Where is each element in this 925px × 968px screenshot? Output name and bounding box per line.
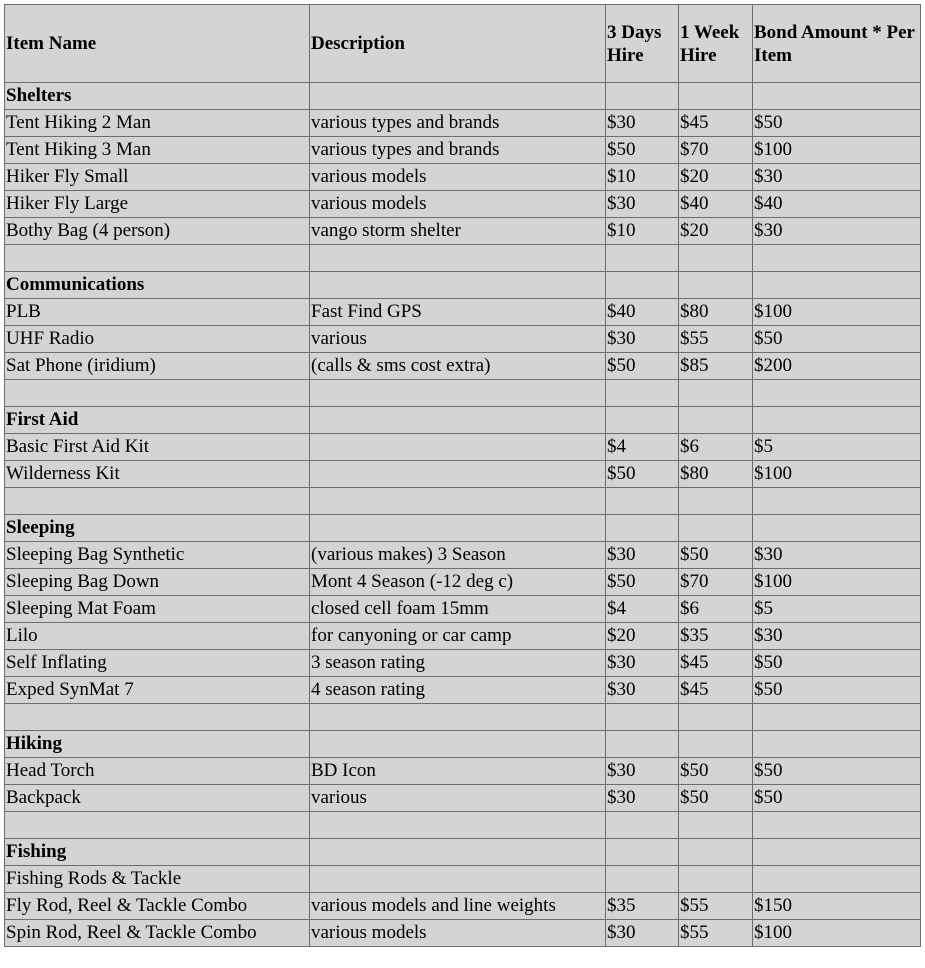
spacer-row [5, 812, 921, 839]
bond-amount-cell [753, 812, 921, 839]
three-days-hire-cell: $4 [606, 596, 679, 623]
table-row [5, 542, 921, 569]
description-cell [310, 839, 606, 866]
spacer-row [5, 245, 921, 272]
three-days-hire-cell: $50 [606, 461, 679, 488]
item-name-cell: UHF Radio [5, 326, 310, 353]
item-name-cell: Spin Rod, Reel & Tackle Combo [5, 920, 310, 947]
three-days-hire-cell [606, 866, 679, 893]
bond-amount-cell: $100 [753, 299, 921, 326]
category-heading: Fishing [5, 839, 310, 866]
bond-amount-cell [753, 272, 921, 299]
one-week-hire-cell: $50 [679, 542, 753, 569]
description-cell [310, 407, 606, 434]
table-row [5, 434, 921, 461]
one-week-hire-cell: $45 [679, 650, 753, 677]
three-days-hire-cell [606, 704, 679, 731]
three-days-hire-cell [606, 407, 679, 434]
bond-amount-cell: $5 [753, 434, 921, 461]
item-name-cell: Backpack [5, 785, 310, 812]
one-week-hire-cell: $40 [679, 191, 753, 218]
bond-amount-cell: $100 [753, 920, 921, 947]
three-days-hire-cell: $30 [606, 326, 679, 353]
one-week-hire-cell [679, 83, 753, 110]
three-days-hire-cell: $30 [606, 677, 679, 704]
spacer-row [5, 488, 921, 515]
item-name-cell: Basic First Aid Kit [5, 434, 310, 461]
description-cell: for canyoning or car camp [310, 623, 606, 650]
spacer-row [5, 704, 921, 731]
item-name-cell: Hiker Fly Small [5, 164, 310, 191]
bond-amount-cell: $5 [753, 596, 921, 623]
three-days-hire-cell: $10 [606, 164, 679, 191]
table-row [5, 110, 921, 137]
one-week-hire-cell [679, 704, 753, 731]
bond-amount-cell [753, 839, 921, 866]
description-cell: various types and brands [310, 110, 606, 137]
category-row [5, 515, 921, 542]
category-heading: First Aid [5, 407, 310, 434]
description-cell [310, 704, 606, 731]
three-days-hire-cell [606, 515, 679, 542]
one-week-hire-cell: $55 [679, 893, 753, 920]
description-cell [310, 488, 606, 515]
item-name-cell: Exped SynMat 7 [5, 677, 310, 704]
table-row [5, 353, 921, 380]
description-cell: various types and brands [310, 137, 606, 164]
three-days-hire-cell [606, 488, 679, 515]
table-row [5, 299, 921, 326]
one-week-hire-cell: $45 [679, 677, 753, 704]
item-name-cell: Hiker Fly Large [5, 191, 310, 218]
category-row [5, 272, 921, 299]
one-week-hire-cell: $45 [679, 110, 753, 137]
table-row [5, 785, 921, 812]
bond-amount-cell: $100 [753, 569, 921, 596]
table-row [5, 191, 921, 218]
one-week-hire-cell: $85 [679, 353, 753, 380]
one-week-hire-cell: $50 [679, 785, 753, 812]
category-row [5, 839, 921, 866]
one-week-hire-cell: $20 [679, 218, 753, 245]
bond-amount-cell: $50 [753, 785, 921, 812]
description-cell: 3 season rating [310, 650, 606, 677]
bond-amount-cell: $200 [753, 353, 921, 380]
description-cell: (various makes) 3 Season [310, 542, 606, 569]
item-name-cell: Tent Hiking 2 Man [5, 110, 310, 137]
item-name-cell: Self Inflating [5, 650, 310, 677]
one-week-hire-cell: $55 [679, 326, 753, 353]
bond-amount-cell: $100 [753, 137, 921, 164]
bond-amount-cell: $50 [753, 758, 921, 785]
description-cell [310, 731, 606, 758]
one-week-hire-cell [679, 380, 753, 407]
header-1-week-hire: 1 Week Hire [679, 5, 753, 83]
bond-amount-cell: $30 [753, 623, 921, 650]
one-week-hire-cell [679, 515, 753, 542]
item-name-cell: Sat Phone (iridium) [5, 353, 310, 380]
bond-amount-cell [753, 83, 921, 110]
bond-amount-cell: $50 [753, 326, 921, 353]
header-3-days-hire: 3 Days Hire [606, 5, 679, 83]
one-week-hire-cell: $50 [679, 758, 753, 785]
bond-amount-cell: $50 [753, 650, 921, 677]
one-week-hire-cell: $80 [679, 299, 753, 326]
header-item-name: Item Name [5, 5, 310, 83]
description-cell: various [310, 326, 606, 353]
bond-amount-cell [753, 515, 921, 542]
description-cell: Fast Find GPS [310, 299, 606, 326]
three-days-hire-cell: $30 [606, 542, 679, 569]
hire-price-table [4, 4, 921, 947]
table-row [5, 137, 921, 164]
one-week-hire-cell [679, 839, 753, 866]
item-name-cell: Lilo [5, 623, 310, 650]
description-cell: closed cell foam 15mm [310, 596, 606, 623]
three-days-hire-cell: $4 [606, 434, 679, 461]
item-name-cell: Fishing Rods & Tackle [5, 866, 310, 893]
three-days-hire-cell [606, 812, 679, 839]
table-row [5, 461, 921, 488]
three-days-hire-cell [606, 731, 679, 758]
item-name-cell: Sleeping Bag Synthetic [5, 542, 310, 569]
item-name-cell: Bothy Bag (4 person) [5, 218, 310, 245]
header-row [5, 5, 921, 83]
item-name-cell [5, 704, 310, 731]
bond-amount-cell [753, 704, 921, 731]
bond-amount-cell: $30 [753, 164, 921, 191]
bond-amount-cell [753, 380, 921, 407]
description-cell: various models [310, 920, 606, 947]
one-week-hire-cell [679, 245, 753, 272]
description-cell: BD Icon [310, 758, 606, 785]
description-cell [310, 812, 606, 839]
bond-amount-cell [753, 488, 921, 515]
item-name-cell [5, 380, 310, 407]
bond-amount-cell: $50 [753, 677, 921, 704]
one-week-hire-cell [679, 866, 753, 893]
three-days-hire-cell: $35 [606, 893, 679, 920]
item-name-cell: PLB [5, 299, 310, 326]
description-cell: various models [310, 191, 606, 218]
table-row [5, 596, 921, 623]
category-heading: Shelters [5, 83, 310, 110]
category-row [5, 731, 921, 758]
table-row [5, 758, 921, 785]
description-cell [310, 272, 606, 299]
bond-amount-cell: $30 [753, 218, 921, 245]
bond-amount-cell [753, 245, 921, 272]
table-row [5, 218, 921, 245]
description-cell: (calls & sms cost extra) [310, 353, 606, 380]
one-week-hire-cell: $80 [679, 461, 753, 488]
table-row [5, 866, 921, 893]
table-row [5, 650, 921, 677]
description-cell: various models [310, 164, 606, 191]
bond-amount-cell: $100 [753, 461, 921, 488]
three-days-hire-cell: $30 [606, 758, 679, 785]
bond-amount-cell: $50 [753, 110, 921, 137]
three-days-hire-cell: $50 [606, 569, 679, 596]
bond-amount-cell [753, 407, 921, 434]
description-cell: various [310, 785, 606, 812]
description-cell: Mont 4 Season (-12 deg c) [310, 569, 606, 596]
category-heading: Sleeping [5, 515, 310, 542]
item-name-cell [5, 245, 310, 272]
three-days-hire-cell: $40 [606, 299, 679, 326]
table-row [5, 569, 921, 596]
bond-amount-cell: $150 [753, 893, 921, 920]
description-cell: vango storm shelter [310, 218, 606, 245]
bond-amount-cell [753, 731, 921, 758]
one-week-hire-cell [679, 812, 753, 839]
three-days-hire-cell: $30 [606, 785, 679, 812]
category-row [5, 83, 921, 110]
one-week-hire-cell: $6 [679, 434, 753, 461]
three-days-hire-cell [606, 83, 679, 110]
one-week-hire-cell [679, 272, 753, 299]
one-week-hire-cell: $35 [679, 623, 753, 650]
table-row [5, 677, 921, 704]
bond-amount-cell: $30 [753, 542, 921, 569]
category-heading: Hiking [5, 731, 310, 758]
one-week-hire-cell [679, 407, 753, 434]
table-row [5, 623, 921, 650]
three-days-hire-cell: $30 [606, 920, 679, 947]
description-cell [310, 245, 606, 272]
three-days-hire-cell [606, 380, 679, 407]
description-cell [310, 83, 606, 110]
item-name-cell: Fly Rod, Reel & Tackle Combo [5, 893, 310, 920]
one-week-hire-cell: $55 [679, 920, 753, 947]
three-days-hire-cell: $30 [606, 650, 679, 677]
category-heading: Communications [5, 272, 310, 299]
table-row [5, 164, 921, 191]
three-days-hire-cell: $30 [606, 191, 679, 218]
bond-amount-cell: $40 [753, 191, 921, 218]
description-cell: 4 season rating [310, 677, 606, 704]
table-row [5, 326, 921, 353]
three-days-hire-cell [606, 272, 679, 299]
three-days-hire-cell: $30 [606, 110, 679, 137]
item-name-cell: Sleeping Bag Down [5, 569, 310, 596]
one-week-hire-cell: $70 [679, 569, 753, 596]
description-cell [310, 461, 606, 488]
one-week-hire-cell [679, 731, 753, 758]
spacer-row [5, 380, 921, 407]
one-week-hire-cell: $6 [679, 596, 753, 623]
description-cell [310, 515, 606, 542]
description-cell [310, 866, 606, 893]
three-days-hire-cell [606, 245, 679, 272]
table-row [5, 893, 921, 920]
bond-amount-cell [753, 866, 921, 893]
header-description: Description [310, 5, 606, 83]
one-week-hire-cell [679, 488, 753, 515]
item-name-cell: Wilderness Kit [5, 461, 310, 488]
table-body [5, 5, 921, 947]
one-week-hire-cell: $70 [679, 137, 753, 164]
category-row [5, 407, 921, 434]
one-week-hire-cell: $20 [679, 164, 753, 191]
description-cell [310, 434, 606, 461]
item-name-cell [5, 812, 310, 839]
three-days-hire-cell [606, 839, 679, 866]
item-name-cell: Tent Hiking 3 Man [5, 137, 310, 164]
three-days-hire-cell: $50 [606, 137, 679, 164]
three-days-hire-cell: $10 [606, 218, 679, 245]
table-row [5, 920, 921, 947]
header-bond-amount: Bond Amount * Per Item [753, 5, 921, 83]
description-cell: various models and line weights [310, 893, 606, 920]
description-cell [310, 380, 606, 407]
three-days-hire-cell: $50 [606, 353, 679, 380]
item-name-cell: Head Torch [5, 758, 310, 785]
three-days-hire-cell: $20 [606, 623, 679, 650]
item-name-cell [5, 488, 310, 515]
item-name-cell: Sleeping Mat Foam [5, 596, 310, 623]
